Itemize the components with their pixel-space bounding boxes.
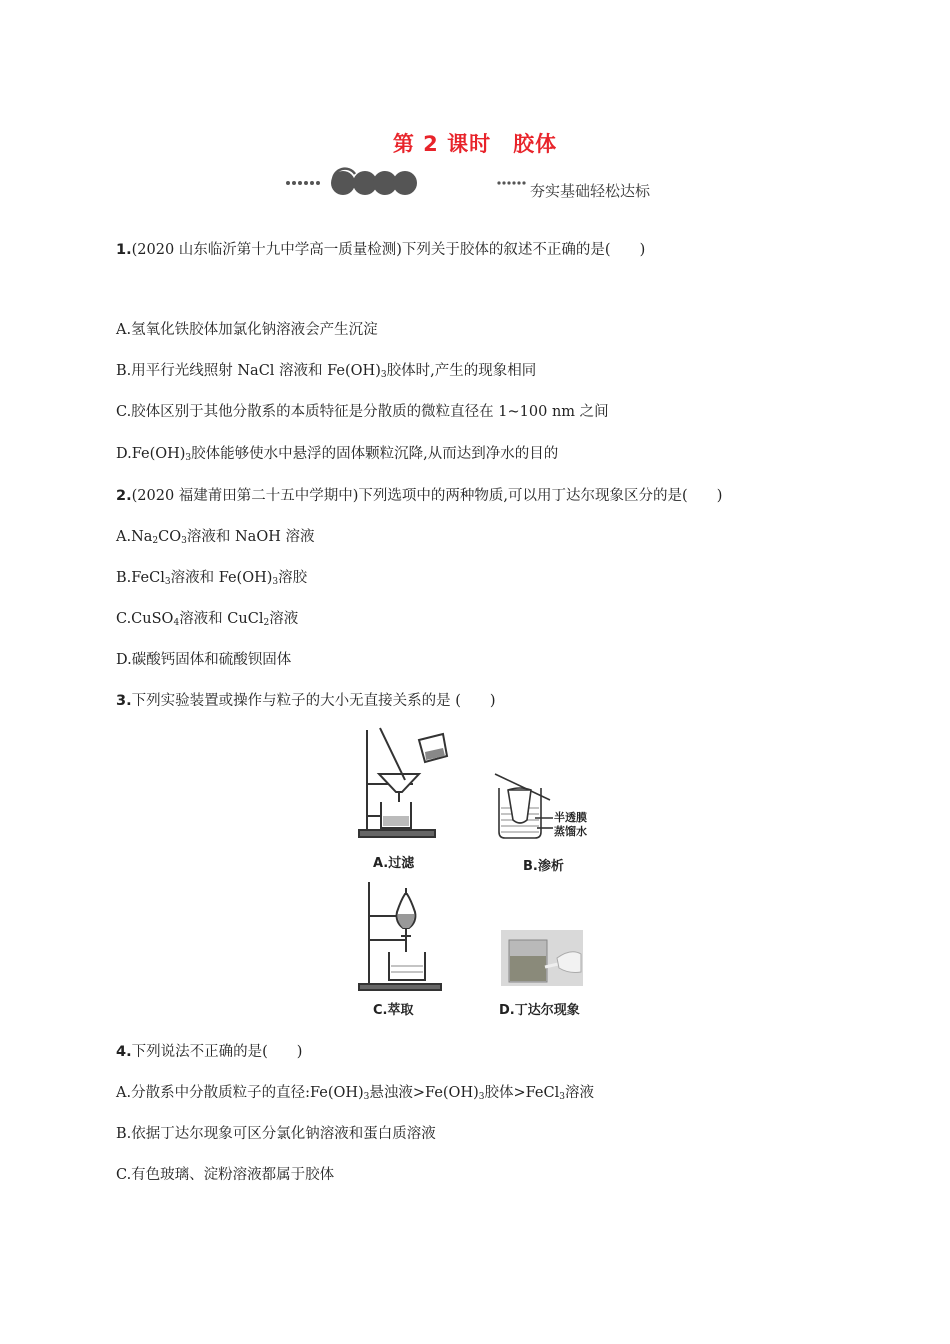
caption-d: D.丁达尔现象 (499, 1003, 580, 1018)
question-number: 2. (116, 488, 132, 504)
tyndall-photo (501, 930, 583, 986)
option-1b: B.用平行光线照射 NaCl 溶液和 $Fe(OH)_3$胶体时,产生的现象相同 (116, 363, 537, 380)
option-2d: D.碳酸钙固体和硫酸钡固体 (116, 652, 292, 668)
banner-text: 夯实基础轻松达标 (530, 182, 651, 200)
option-2c: C.CuSO$_4$溶液和 CuCl$_2$溶液 (116, 611, 299, 628)
page-title: 第 2 课时 胶体 (392, 132, 558, 156)
question-stem: 下列说法不正确的是( ) (131, 1044, 303, 1060)
caption-c: C.萃取 (373, 1003, 414, 1018)
option-4c: C.有色玻璃、淀粉溶液都属于胶体 (116, 1167, 335, 1183)
question-stem: (2020 福建莆田第二十五中学期中)下列选项中的两种物质,可以用丁达尔现象区分的是( ) (131, 488, 723, 504)
option-1c: C.胶体区别于其他分散系的本质特征是分散质的微粒直径在 1~100 nm 之间 (116, 404, 609, 420)
extraction-apparatus (359, 882, 441, 990)
option-4b: B.依据丁达尔现象可区分氯化钠溶液和蛋白质溶液 (116, 1126, 436, 1142)
dialysis-apparatus (495, 774, 553, 838)
question-number: 3. (116, 693, 132, 709)
label-distilled-water: 蒸馏水 (554, 825, 587, 838)
apparatus-figure (345, 722, 605, 1022)
question-3 (116, 691, 496, 711)
question-4 (116, 1042, 302, 1062)
question-stem: 下列实验装置或操作与粒子的大小无直接关系的是 ( ) (131, 693, 496, 709)
question-1 (116, 240, 645, 260)
option-1a: A.氢氧化铁胶体加氯化钠溶液会产生沉淀 (116, 322, 378, 338)
option-1d: $D.Fe(OH)_3$胶体能够使水中悬浮的固体颗粒沉降,从而达到净水的目的 (116, 446, 559, 463)
filtration-apparatus (359, 728, 447, 837)
label-membrane: 半透膜 (554, 811, 587, 824)
question-number: 4. (116, 1044, 132, 1060)
caption-a: A.过滤 (373, 856, 415, 871)
option-2b: B.FeCl$_3$溶液和 $Fe(OH)_3$溶胶 (116, 570, 308, 587)
question-2 (116, 486, 722, 506)
question-number: 1. (116, 242, 132, 258)
question-stem: (2020 山东临沂第十九中学高一质量检测)下列关于胶体的叙述不正确的是( ) (131, 242, 646, 258)
option-4a: A.分散系中分散质粒子的直径$:Fe(OH)_3$悬浊液$>Fe(OH)_3$胶体>FeCl$_3$溶液 (116, 1085, 594, 1102)
caption-b: B.渗析 (523, 859, 564, 874)
option-2a: $A.Na_2CO_3$溶液和 NaOH 溶液 (116, 529, 315, 546)
